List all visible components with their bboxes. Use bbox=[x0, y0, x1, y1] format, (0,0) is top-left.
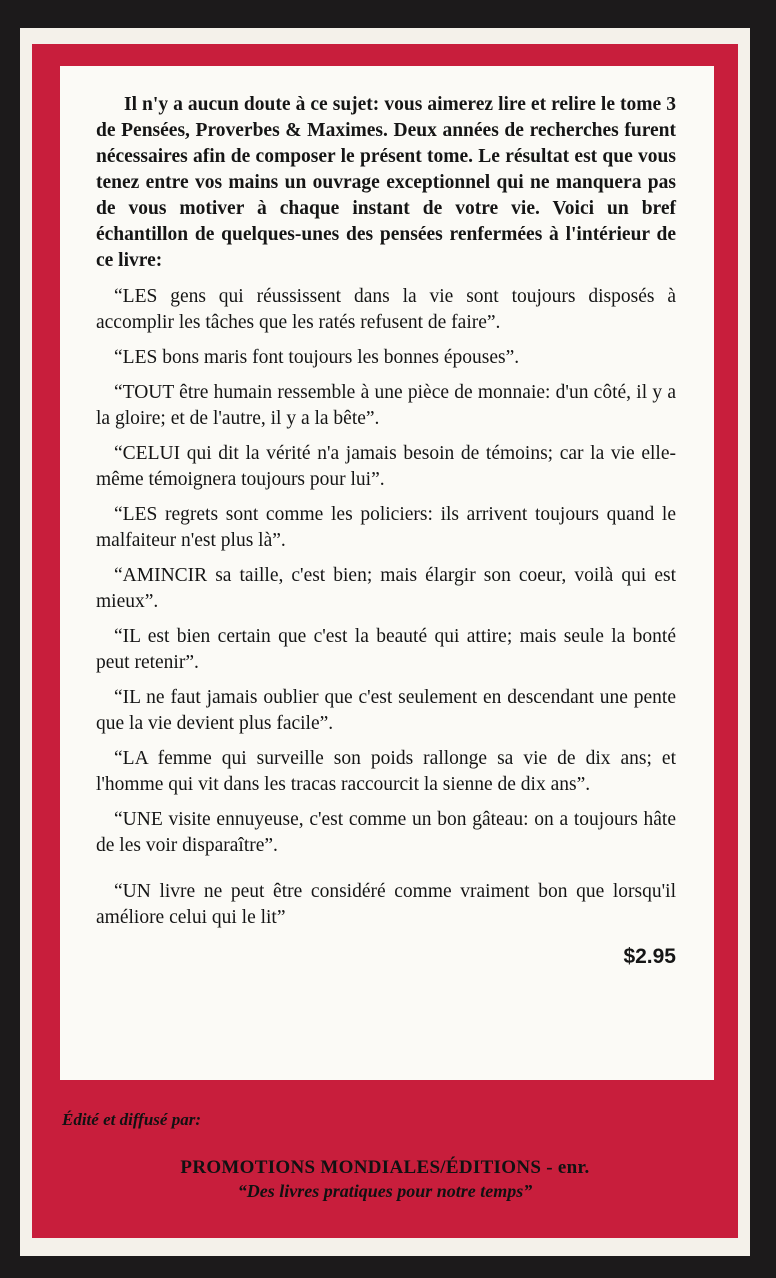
publisher-slogan: “Des livres pratiques pour notre temps” bbox=[237, 1181, 533, 1201]
quote-7: “IL est bien certain que c'est la beauté qui attire; mais seule la bonté peut retenir”. bbox=[96, 626, 676, 673]
edited-by-label: Édité et diffusé par: bbox=[62, 1110, 201, 1129]
quote-11: “UN livre ne peut être considéré comme vraiment bon que lorsqu'il améliore celui qui le lit” bbox=[96, 881, 676, 928]
quote-6: “AMINCIR sa taille, c'est bien; mais élargir son coeur, voilà qui est mieux”. bbox=[96, 565, 676, 612]
publisher-name: PROMOTIONS MONDIALES/ÉDITIONS - enr. bbox=[180, 1157, 590, 1178]
quote-1: “LES gens qui réussissent dans la vie sont toujours disposés à accomplir les tâches que les ratés refusent de faire”. bbox=[96, 286, 676, 333]
publisher-block bbox=[32, 1156, 738, 1202]
quote-2: “LES bons maris font toujours les bonnes épouses”. bbox=[114, 347, 520, 368]
quote-5: “LES regrets sont comme les policiers: ils arrivent toujours quand le malfaiteur n'est plus là”. bbox=[96, 504, 676, 551]
intro-paragraph: Il n'y a aucun doute à ce sujet: vous aimerez lire et relire le tome 3 de Pensées, Proverbes & Maximes. Deux années de recherches furent nécessaires afin de composer le présent tome. Le résultat est que vous tenez entre vos mains un ouvrage exceptionnel qui ne manquera pas de vous motiver à chaque instant de votre vie. Voici un bref échantillon de quelques-unes des pensées renfermées à l'intérieur de ce livre: bbox=[96, 94, 676, 271]
quote-3: “TOUT être humain ressemble à une pièce de monnaie: d'un côté, il y a la gloire; et de l'autre, il y a la bête”. bbox=[96, 382, 676, 429]
quote-8: “IL ne faut jamais oublier que c'est seulement en descendant une pente que la vie devient plus facile”. bbox=[96, 687, 676, 734]
quote-9: “LA femme qui surveille son poids rallonge sa vie de dix ans; et l'homme qui vit dans les tracas raccourcit la sienne de dix ans”. bbox=[96, 748, 676, 795]
blurb-text-box bbox=[60, 66, 714, 1080]
quote-4: “CELUI qui dit la vérité n'a jamais besoin de témoins; car la vie elle-même témoignera toujours pour lui”. bbox=[96, 443, 676, 490]
quote-10: “UNE visite ennuyeuse, c'est comme un bon gâteau: on a toujours hâte de les voir disparaître”. bbox=[96, 809, 676, 856]
price-label: $2.95 bbox=[623, 945, 676, 968]
